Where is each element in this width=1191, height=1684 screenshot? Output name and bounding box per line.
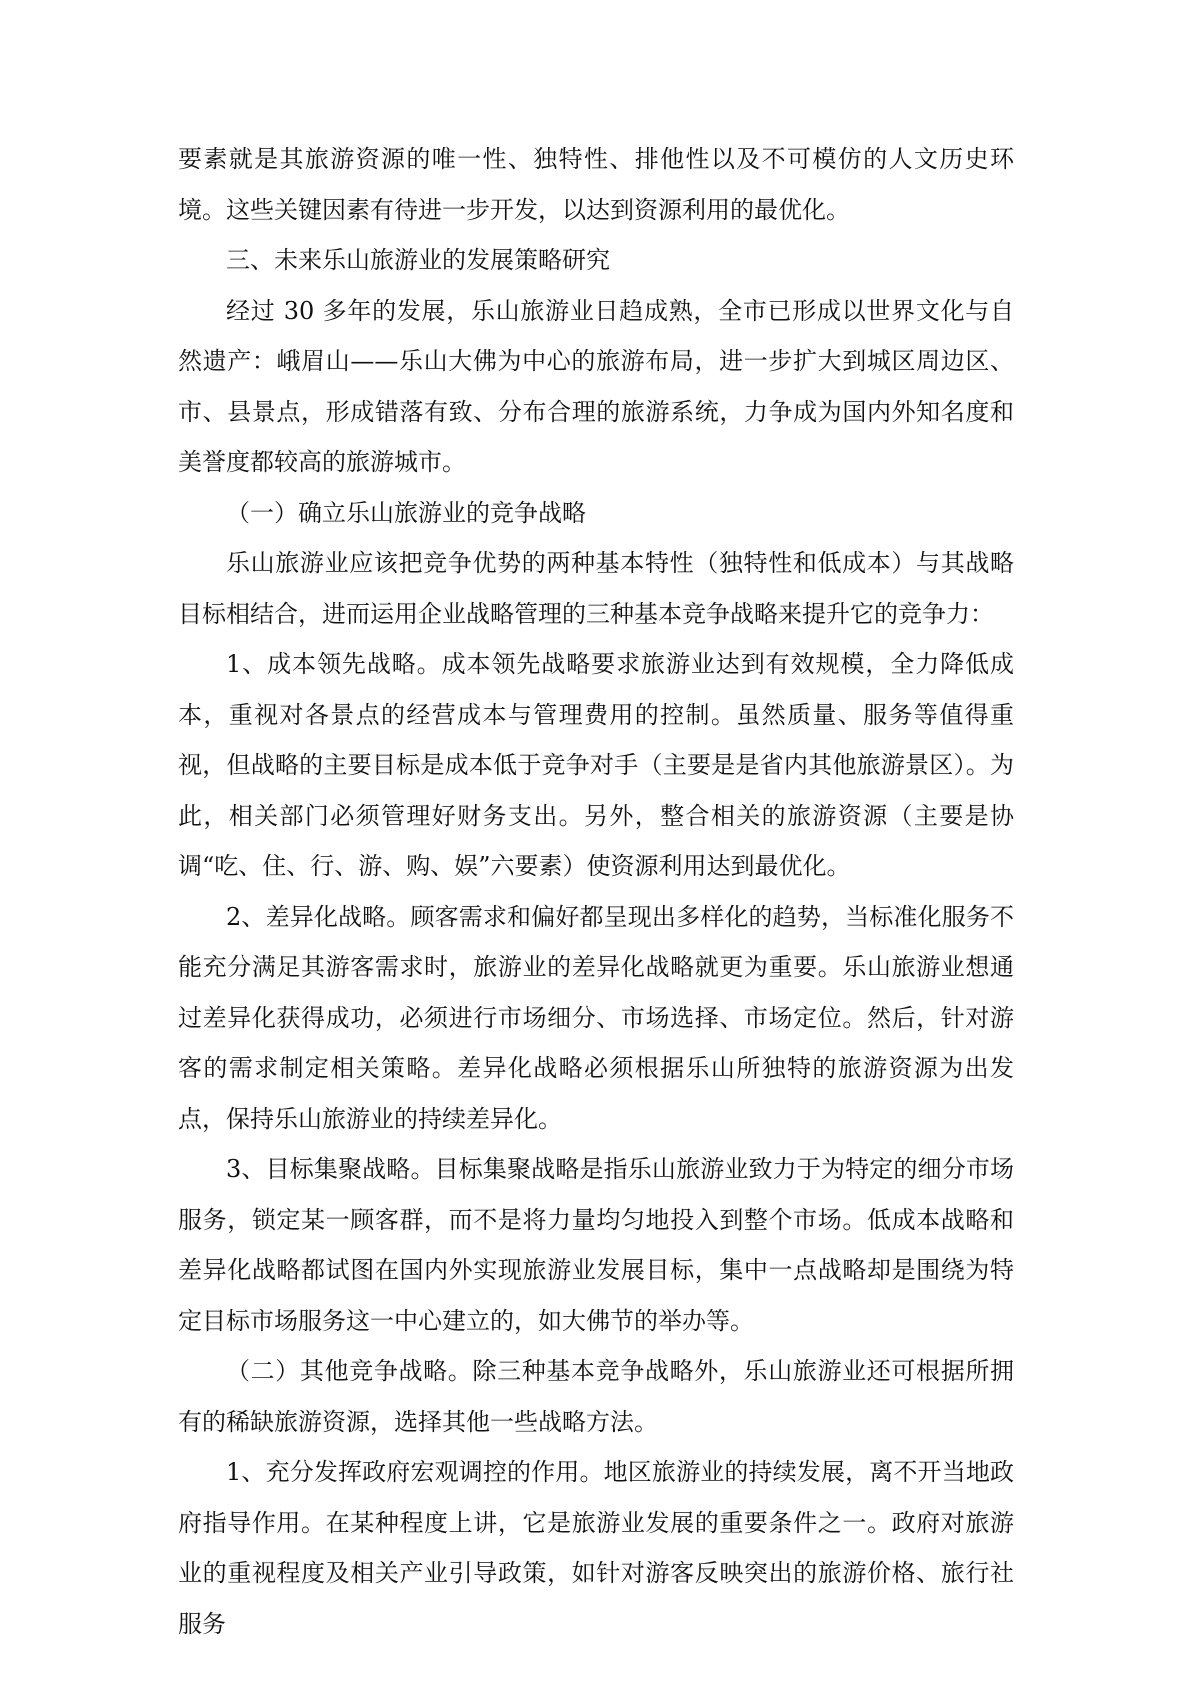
subsection-heading-one: （一）确立乐山旅游业的竞争战略 xyxy=(226,498,586,527)
paragraph: 经过 30 多年的发展，乐山旅游业日趋成熟，全市已形成以世界文化与自然遗产：峨眉山——乐山大佛为中心的旅游布局，进一步扩大到城区周边区、市、县景点，形成错落有致、分布合理的旅游系统，力争成为国内外知名度和美誉度都较高的旅游城市。 xyxy=(178,296,1014,476)
subsection-heading-two: （二）其他竞争战略。除三种基本竞争战略外，乐山旅游业还可根据所拥有的稀缺旅游资源，选择其他一些战略方法。 xyxy=(178,1357,1014,1436)
paragraph-cost-leadership: 1、成本领先战略。成本领先战略要求旅游业达到有效规模，全力降低成本，重视对各景点的经营成本与管理费用的控制。虽然质量、服务等值得重视，但战略的主要目标是成本低于竞争对手（主要是是省内其他旅游景区）。为此，相关部门必须管理好财务支出。另外，整合相关的旅游资源（主要是协调“吃、住、行、游、购、娱”六要素）使资源利用达到最优化。 xyxy=(178,650,1014,880)
paragraph-continuation: 要素就是其旅游资源的唯一性、独特性、排他性以及不可模仿的人文历史环境。这些关键因素有待进一步开发，以达到资源利用的最优化。 xyxy=(178,145,1014,224)
paragraph: 乐山旅游业应该把竞争优势的两种基本特性（独特性和低成本）与其战略目标相结合，进而运用企业战略管理的三种基本竞争战略来提升它的竞争力： xyxy=(178,549,1014,628)
paragraph-focus: 3、目标集聚战略。目标集聚战略是指乐山旅游业致力于为特定的细分市场服务，锁定某一顾客群，而不是将力量均匀地投入到整个市场。低成本战略和差异化战略都试图在国内外实现旅游业发展目标，集中一点战略却是围绕为特定目标市场服务这一中心建立的，如大佛节的举办等。 xyxy=(178,1155,1014,1335)
body-text xyxy=(178,134,1014,1649)
section-heading-three: 三、未来乐山旅游业的发展策略研究 xyxy=(226,246,610,274)
paragraph-differentiation: 2、差异化战略。顾客需求和偏好都呈现出多样化的趋势，当标准化服务不能充分满足其游客需求时，旅游业的差异化战略就更为重要。乐山旅游业想通过差异化获得成功，必须进行市场细分、市场选择、市场定位。然后，针对游客的需求制定相关策略。差异化战略必须根据乐山所独特的旅游资源为出发点，保持乐山旅游业的持续差异化。 xyxy=(178,902,1014,1133)
paragraph-government: 1、充分发挥政府宏观调控的作用。地区旅游业的持续发展，离不开当地政府指导作用。在某种程度上讲，它是旅游业发展的重要条件之一。政府对旅游业的重视程度及相关产业引导政策，如针对游客反映突出的旅游价格、旅行社服务 xyxy=(178,1458,1014,1638)
